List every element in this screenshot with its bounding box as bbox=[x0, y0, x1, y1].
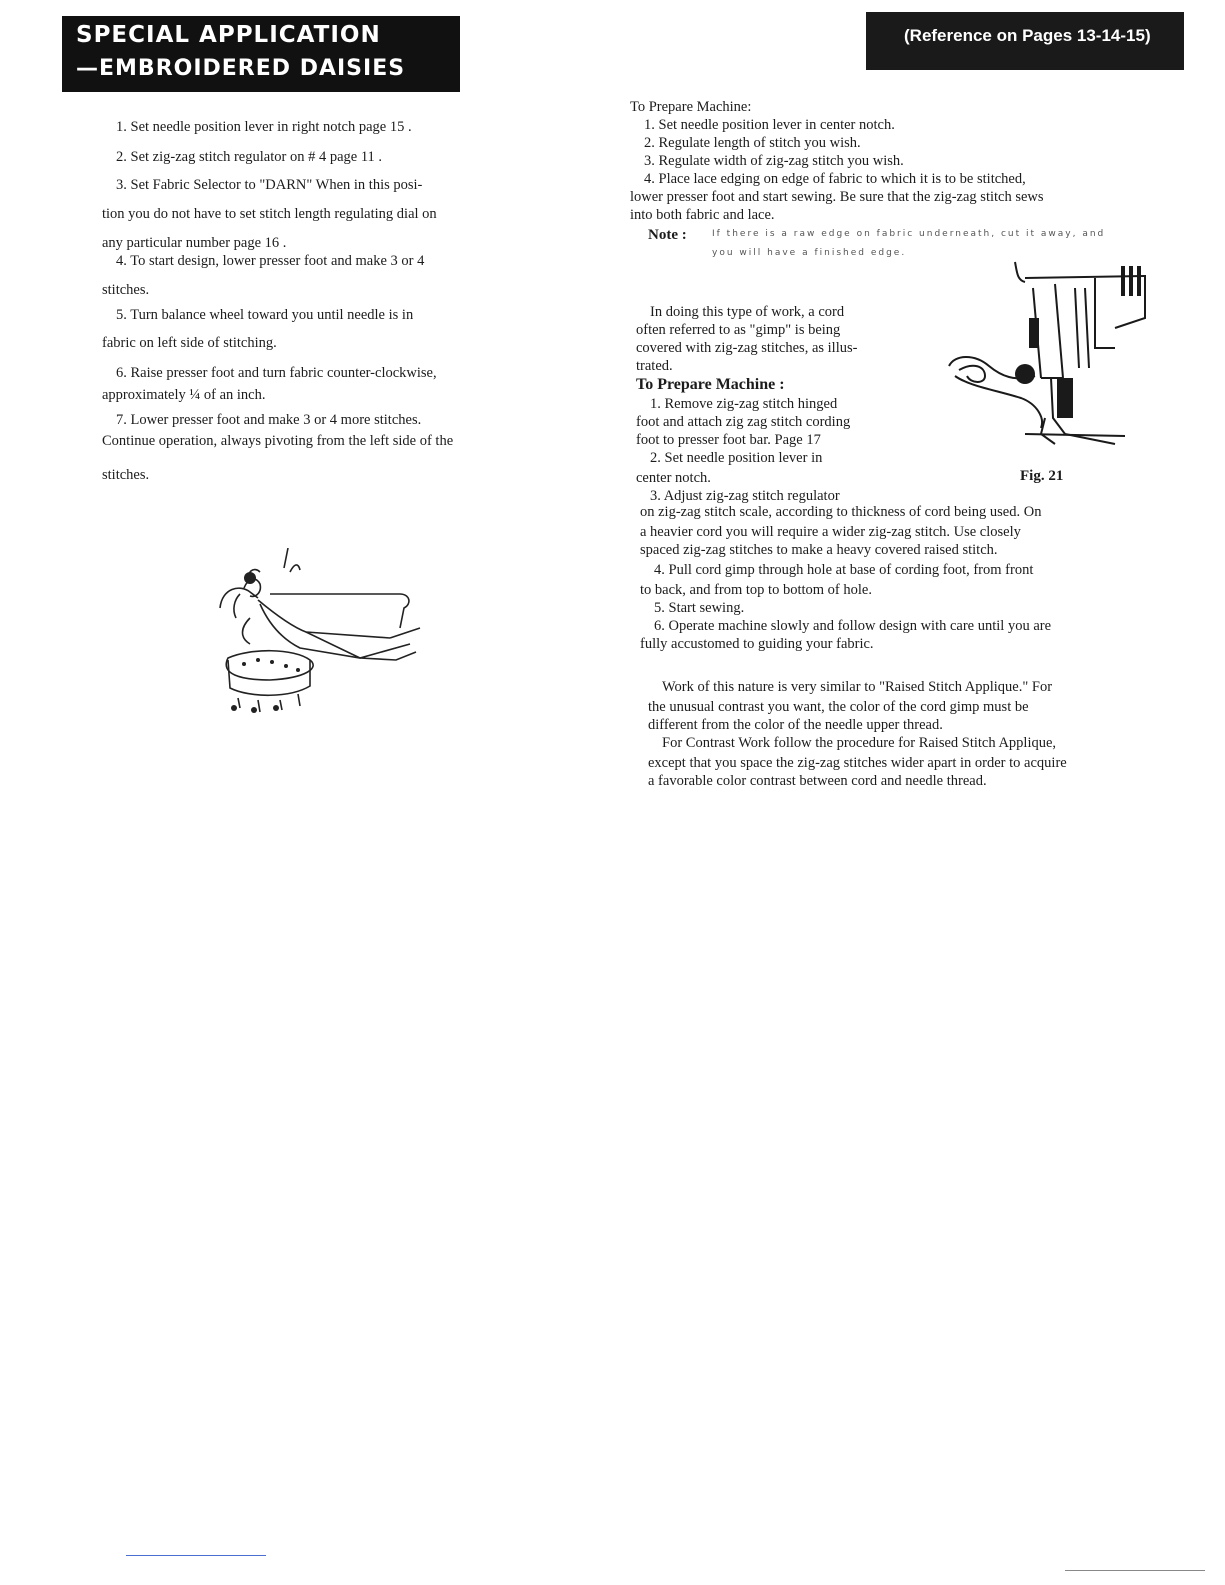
text-line: approximately ¼ of an inch. bbox=[102, 387, 266, 403]
text-line: 2. Set needle position lever in bbox=[650, 450, 823, 466]
text-line: In doing this type of work, a cord bbox=[650, 304, 845, 320]
text-line: lower presser foot and start sewing. Be sure that the zig-zag stitch sews bbox=[630, 189, 1044, 205]
text-line: 3. Regulate width of zig-zag stitch you wish. bbox=[644, 153, 904, 169]
text-line: 2. Regulate length of stitch you wish. bbox=[644, 135, 861, 151]
text-line: 3. Set Fabric Selector to "DARN" When in this posi- bbox=[116, 177, 423, 193]
text-line: 3. Adjust zig-zag stitch regulator bbox=[650, 488, 840, 504]
page-reference-text: (Reference on Pages 13-14-15) bbox=[904, 26, 1151, 45]
text-line: a heavier cord you will require a wider zig-zag stitch. Use closely bbox=[640, 524, 1021, 540]
text-line: 5. Start sewing. bbox=[654, 600, 745, 616]
text-line: 4. Pull cord gimp through hole at base of cording foot, from front bbox=[654, 562, 1034, 578]
text-line: tion you do not have to set stitch length regulating dial on bbox=[102, 206, 437, 222]
text-line: Work of this nature is very similar to "Raised Stitch Applique." For bbox=[662, 679, 1053, 695]
text-line: different from the color of the needle upper thread. bbox=[648, 717, 943, 733]
page-reference-banner bbox=[866, 12, 1184, 70]
note-label: Note : bbox=[648, 227, 687, 243]
text-line: often referred to as "gimp" is being bbox=[636, 322, 841, 338]
section-subheading: To Prepare Machine: bbox=[630, 99, 752, 115]
note-text: If there is a raw edge on fabric underneath, cut it away, and bbox=[712, 229, 1106, 239]
section-title-line2: —EMBROIDERED DAISIES bbox=[76, 56, 406, 81]
text-line: spaced zig-zag stitches to make a heavy covered raised stitch. bbox=[640, 542, 998, 558]
text-line: 5. Turn balance wheel toward you until needle is in bbox=[116, 307, 414, 323]
text-line: For Contrast Work follow the procedure for Raised Stitch Applique, bbox=[662, 735, 1057, 751]
text-line: foot and attach zig zag stitch cording bbox=[636, 414, 851, 430]
lounging-woman-illustration bbox=[210, 548, 430, 718]
text-line: 6. Operate machine slowly and follow design with care until you are bbox=[654, 618, 1052, 634]
text-line: stitches. bbox=[102, 467, 150, 483]
text-line: Continue operation, always pivoting from the left side of the bbox=[102, 433, 454, 449]
figure-caption: Fig. 21 bbox=[1020, 468, 1064, 484]
text-line: stitches. bbox=[102, 282, 150, 298]
text-line: 2. Set zig-zag stitch regulator on # 4 page 11 . bbox=[116, 149, 383, 165]
text-line: 1. Remove zig-zag stitch hinged bbox=[650, 396, 838, 412]
text-line: on zig-zag stitch scale, according to thickness of cord being used. On bbox=[640, 504, 1042, 520]
text-line: trated. bbox=[636, 358, 673, 374]
text-line: a favorable color contrast between cord and needle thread. bbox=[648, 773, 987, 789]
text-line: center notch. bbox=[636, 470, 711, 486]
text-line: to back, and from top to bottom of hole. bbox=[640, 582, 872, 598]
text-line: 6. Raise presser foot and turn fabric counter-clockwise, bbox=[116, 365, 437, 381]
text-line: foot to presser foot bar. Page 17 bbox=[636, 432, 821, 448]
text-line: 4. Place lace edging on edge of fabric to which it is to be stitched, bbox=[644, 171, 1026, 187]
text-line: 1. Set needle position lever in center notch. bbox=[644, 117, 895, 133]
note-text: you will have a finished edge. bbox=[712, 248, 907, 258]
section-title-line1: SPECIAL APPLICATION bbox=[76, 22, 381, 48]
text-line: the unusual contrast you want, the color of the cord gimp must be bbox=[648, 699, 1029, 715]
scan-rule-bottom-right bbox=[1065, 1570, 1205, 1571]
text-line: any particular number page 16 . bbox=[102, 235, 287, 251]
text-line: covered with zig-zag stitches, as illus- bbox=[636, 340, 858, 356]
section-title-banner bbox=[62, 16, 460, 92]
text-line: fabric on left side of stitching. bbox=[102, 335, 277, 351]
text-line: 7. Lower presser foot and make 3 or 4 more stitches. bbox=[116, 412, 422, 428]
text-line: except that you space the zig-zag stitches wider apart in order to acquire bbox=[648, 755, 1067, 771]
text-line: into both fabric and lace. bbox=[630, 207, 775, 223]
text-line: fully accustomed to guiding your fabric. bbox=[640, 636, 874, 652]
sewing-machine-cording-foot-illustration bbox=[945, 258, 1160, 463]
section-subheading: To Prepare Machine : bbox=[636, 376, 785, 393]
scan-rule-bottom bbox=[126, 1555, 266, 1556]
text-line: 4. To start design, lower presser foot and make 3 or 4 bbox=[116, 253, 425, 269]
text-line: 1. Set needle position lever in right notch page 15 . bbox=[116, 119, 412, 135]
